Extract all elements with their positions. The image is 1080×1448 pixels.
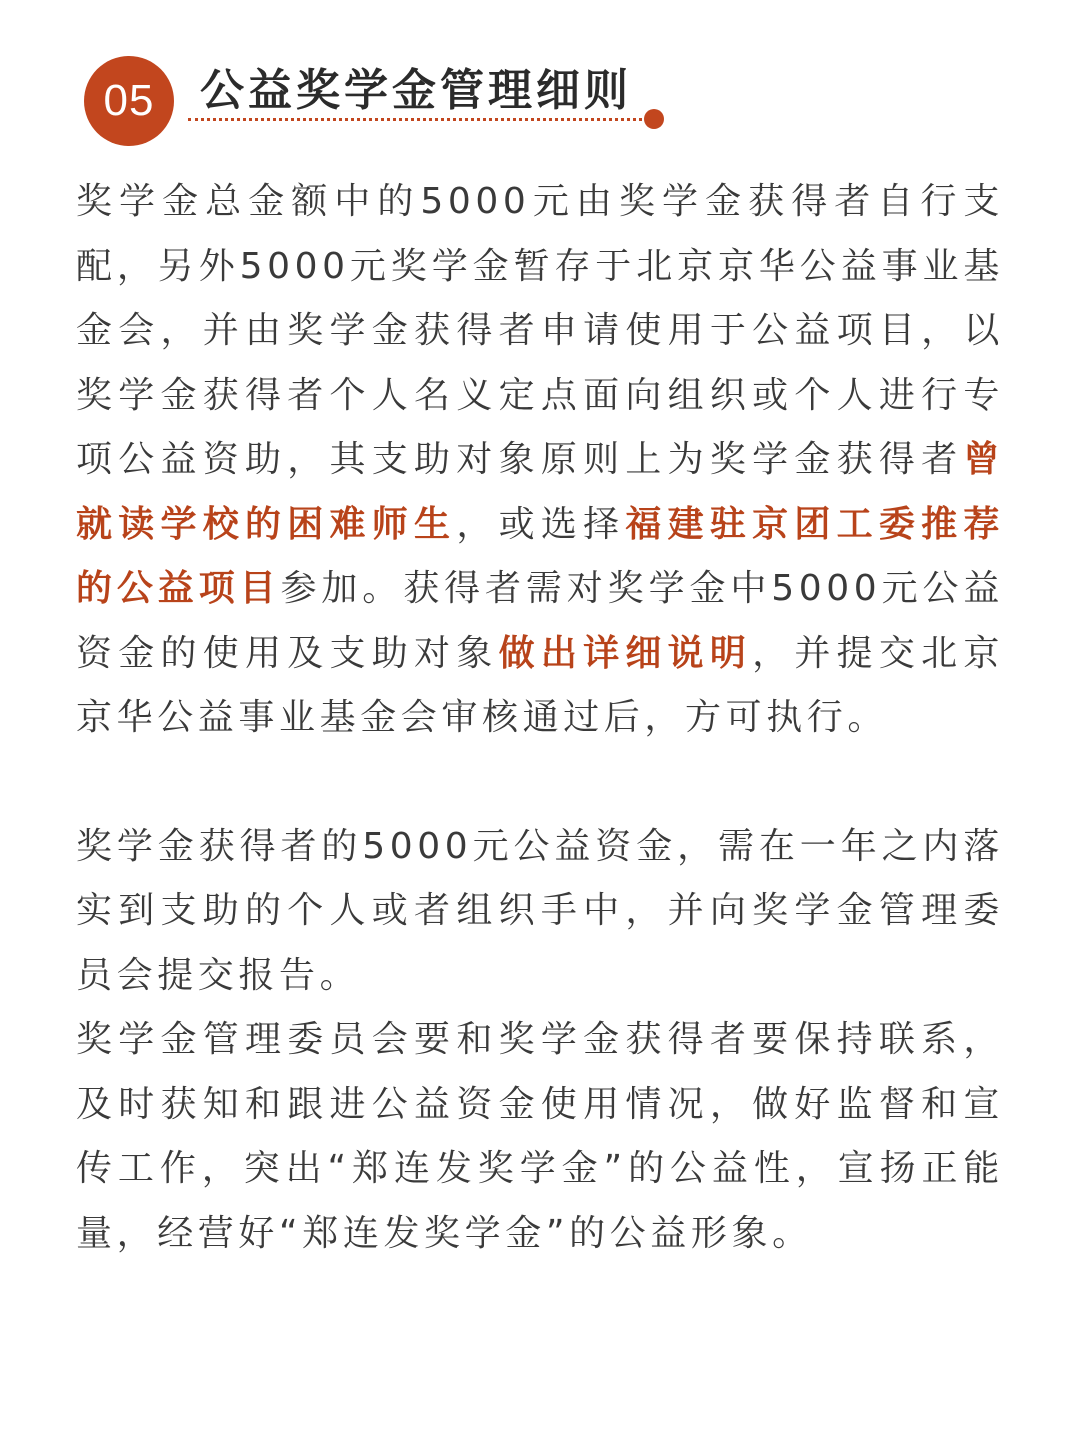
paragraph-text: ，或选择 [456, 503, 626, 545]
article-body [76, 170, 1004, 1266]
paragraph-text: 参加。获得者需对奖学金中5000元公益资金的使用及支助对象 [76, 568, 1004, 674]
highlight-detailed-explanation: 做出详细说明 [498, 632, 753, 674]
title-dotted-underline [188, 118, 648, 121]
highlight-recommended-projects: 福建驻京团工委推荐的公益项目 [76, 503, 1004, 609]
highlight-school-teachers-students: 曾就读学校的困难师生 [76, 439, 1004, 545]
section-number-badge: 05 [84, 56, 174, 146]
paragraph-deadline: 奖学金获得者的5000元公益资金，需在一年之内落实到支助的个人或者组织手中，并向奖学金管理委员会提交报告。 [76, 825, 1004, 996]
section-title: 公益奖学金管理细则 [200, 65, 632, 116]
underline-end-dot [644, 109, 664, 129]
paragraph-spacer [76, 751, 1004, 815]
paragraph-text: ，并提交北京京华公益事业基金会审核通过后，方可执行。 [76, 632, 1004, 738]
paragraph-rules [76, 170, 1004, 751]
section-header [84, 52, 684, 142]
paragraph-text: 奖学金总金额中的5000元由奖学金获得者自行支配，另外5000元奖学金暂存于北京京华公益事业基金会，并由奖学金获得者申请使用于公益项目，以奖学金获得者个人名义定点面向组织或个人进行专项公益资助，其支助对象原则上为奖学金获得者 [76, 181, 1004, 480]
paragraph-supervision: 奖学金管理委员会要和奖学金获得者要保持联系，及时获知和跟进公益资金使用情况，做好监督和宣传工作，突出“郑连发奖学金”的公益性，宣扬正能量，经营好“郑连发奖学金”的公益形象。 [76, 1019, 1004, 1254]
